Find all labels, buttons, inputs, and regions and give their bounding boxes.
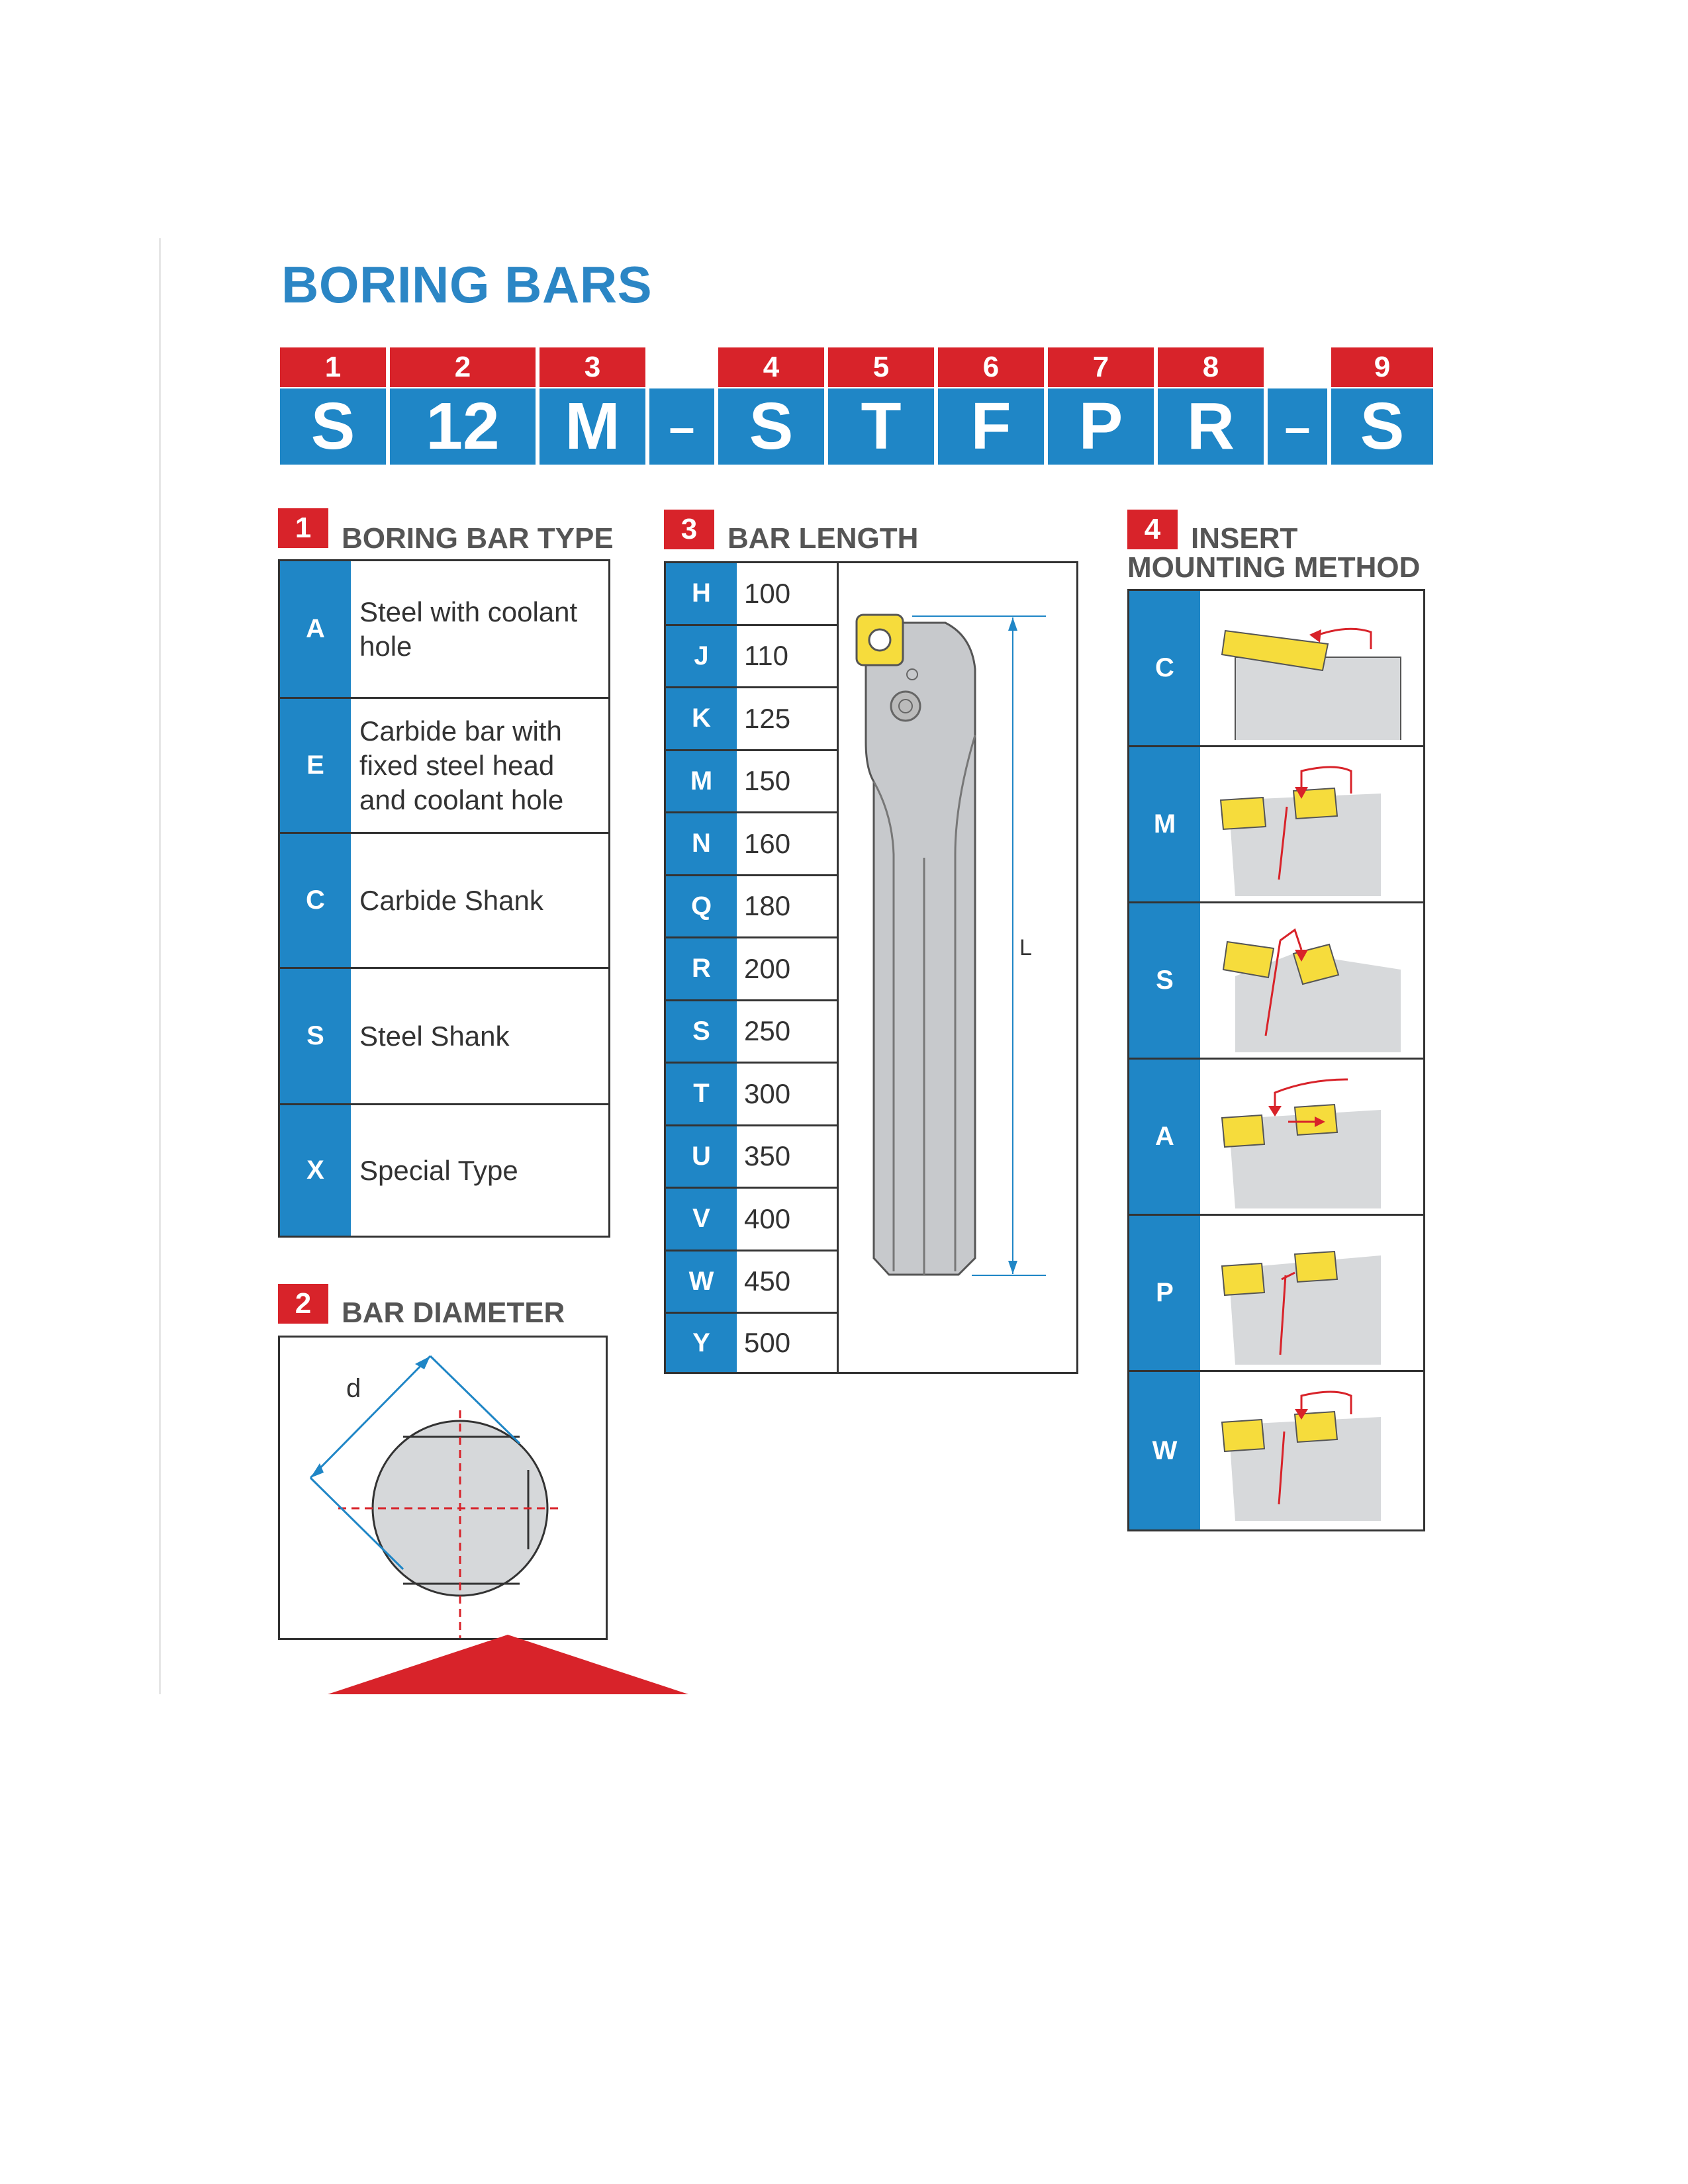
mounting-s-illustration — [1202, 903, 1423, 1058]
table-row — [666, 1314, 838, 1372]
table-row — [1129, 1216, 1423, 1372]
length-value: 180 — [744, 890, 791, 922]
table-row — [1129, 591, 1423, 747]
section-4-title-line-1: INSERT — [1191, 522, 1298, 555]
mounting-code: P — [1129, 1216, 1200, 1370]
table-row — [666, 626, 838, 689]
code-position-8 — [1158, 347, 1264, 465]
type-description: Special Type — [359, 1154, 518, 1186]
length-value: 110 — [744, 640, 788, 672]
length-value: 500 — [744, 1327, 791, 1358]
type-description: Carbide Shank — [359, 884, 543, 916]
section-2-number: 2 — [278, 1284, 328, 1324]
bar-cross-section-drawing — [280, 1338, 606, 1638]
type-code: E — [280, 699, 351, 832]
table-row — [280, 969, 608, 1105]
length-code: K — [666, 688, 737, 749]
mounting-a-illustration — [1202, 1060, 1423, 1214]
code-position-1 — [280, 347, 386, 465]
code-separator: – — [649, 388, 714, 465]
length-value: 150 — [744, 765, 791, 797]
length-value: 250 — [744, 1015, 791, 1047]
code-position-number: 7 — [1048, 347, 1154, 387]
mounting-code: W — [1129, 1372, 1200, 1529]
table-row — [666, 1064, 838, 1126]
length-code: M — [666, 751, 737, 812]
mounting-code: A — [1129, 1060, 1200, 1214]
boring-bar-drawing — [839, 563, 1076, 1372]
insert-shape — [1223, 942, 1274, 978]
code-position-number: 4 — [718, 347, 824, 387]
length-code: R — [666, 938, 737, 999]
table-row — [666, 1251, 838, 1314]
length-code: S — [666, 1001, 737, 1062]
dimension-arrowhead — [1008, 617, 1017, 631]
code-position-number: 9 — [1331, 347, 1433, 387]
code-position-number: 5 — [828, 347, 934, 387]
section-2-title: BAR DIAMETER — [342, 1297, 565, 1329]
table-row — [280, 834, 608, 969]
table-row — [666, 1001, 838, 1064]
boring-bar-type-table — [278, 559, 610, 1238]
page-corner-triangle — [328, 1635, 688, 1694]
length-code: N — [666, 813, 737, 874]
designation-code-strip — [280, 347, 1433, 465]
table-row — [280, 699, 608, 834]
insert-shape — [1295, 1251, 1337, 1282]
insert-hole — [869, 629, 890, 651]
dimension-arrowhead — [415, 1356, 430, 1369]
code-position-6 — [938, 347, 1044, 465]
insert-shape — [1222, 1115, 1264, 1147]
page-title: BORING BARS — [281, 255, 653, 314]
length-value: 400 — [744, 1203, 791, 1234]
bar-length-table — [664, 561, 1078, 1374]
length-value: 350 — [744, 1140, 791, 1172]
length-code: Q — [666, 876, 737, 937]
mounting-code: C — [1129, 591, 1200, 745]
code-position-number: 6 — [938, 347, 1044, 387]
length-value: 160 — [744, 827, 791, 859]
table-row — [666, 1126, 838, 1189]
length-code: Y — [666, 1314, 737, 1372]
length-code: U — [666, 1126, 737, 1187]
clamp-screw — [891, 692, 920, 721]
mounting-code: S — [1129, 903, 1200, 1058]
type-code: X — [280, 1105, 351, 1236]
length-code: V — [666, 1189, 737, 1250]
clamp-arrow — [1280, 930, 1301, 950]
table-row — [1129, 903, 1423, 1060]
bar-flat-top — [403, 1409, 520, 1417]
insert-shape — [1221, 797, 1266, 829]
length-code: H — [666, 563, 737, 624]
arrow-head — [1268, 1106, 1282, 1116]
mounting-code: M — [1129, 747, 1200, 901]
code-position-number: 3 — [539, 347, 645, 387]
length-code: J — [666, 626, 737, 687]
code-position-letter: S — [280, 388, 386, 465]
section-4-title-line-2: MOUNTING METHOD — [1127, 551, 1421, 584]
table-row — [666, 751, 838, 814]
code-position-letter: T — [828, 388, 934, 465]
bar-diameter-diagram — [278, 1336, 608, 1640]
page-margin-line — [159, 238, 161, 1694]
code-position-letter: R — [1158, 388, 1264, 465]
length-value: 200 — [744, 952, 791, 984]
type-code: A — [280, 561, 351, 697]
length-value: 300 — [744, 1077, 791, 1109]
section-1-title: BORING BAR TYPE — [342, 522, 614, 555]
table-row — [666, 938, 838, 1001]
section-3-title: BAR LENGTH — [727, 522, 919, 555]
insert-mounting-method-table — [1127, 589, 1425, 1531]
table-row — [666, 876, 838, 939]
code-position-letter: 12 — [390, 388, 536, 465]
code-position-5 — [828, 347, 934, 465]
type-description: Carbide bar with fixed steel head and coolant hole — [359, 715, 564, 815]
type-code: S — [280, 969, 351, 1103]
code-position-letter: S — [1331, 388, 1433, 465]
table-row — [666, 1189, 838, 1251]
code-position-letter: P — [1048, 388, 1154, 465]
bar-body — [866, 623, 975, 1275]
length-value: 125 — [744, 702, 791, 734]
code-position-3 — [539, 347, 645, 465]
table-row — [280, 1105, 608, 1236]
table-row — [1129, 1372, 1423, 1529]
code-position-9 — [1331, 347, 1433, 465]
code-position-2 — [390, 347, 536, 465]
length-label: L — [1019, 935, 1032, 960]
clamp-arrow — [1275, 1079, 1348, 1106]
code-position-4 — [718, 347, 824, 465]
mounting-c-illustration — [1202, 591, 1423, 745]
code-position-number: 2 — [390, 347, 536, 387]
table-row — [280, 561, 608, 699]
clamp-arrow — [1301, 1392, 1351, 1414]
code-position-letter: F — [938, 388, 1044, 465]
code-position-number: 8 — [1158, 347, 1264, 387]
dimension-arrowhead — [1008, 1261, 1017, 1274]
length-code: T — [666, 1064, 737, 1124]
arrow-head — [1309, 629, 1321, 643]
length-code: W — [666, 1251, 737, 1312]
type-description: Steel with coolant hole — [359, 596, 578, 662]
code-position-letter: S — [718, 388, 824, 465]
table-row — [1129, 1060, 1423, 1216]
mounting-w-illustration — [1202, 1372, 1423, 1526]
type-code: C — [280, 834, 351, 967]
code-position-number: 1 — [280, 347, 386, 387]
code-separator: – — [1268, 388, 1327, 465]
table-row — [666, 813, 838, 876]
mounting-m-illustration — [1202, 747, 1423, 901]
insert-shape — [1222, 1263, 1264, 1295]
table-row — [1129, 747, 1423, 903]
length-value: 100 — [744, 577, 791, 609]
mounting-p-illustration — [1202, 1216, 1423, 1370]
length-value: 450 — [744, 1265, 791, 1297]
code-position-7 — [1048, 347, 1154, 465]
section-4-number: 4 — [1127, 510, 1178, 549]
code-position-letter: M — [539, 388, 645, 465]
table-row — [666, 563, 838, 626]
insert-shape — [1222, 1420, 1264, 1451]
section-1-number: 1 — [278, 508, 328, 548]
diameter-label: d — [346, 1374, 361, 1403]
type-description: Steel Shank — [359, 1020, 510, 1052]
section-3-number: 3 — [664, 510, 714, 549]
table-row — [666, 688, 838, 751]
